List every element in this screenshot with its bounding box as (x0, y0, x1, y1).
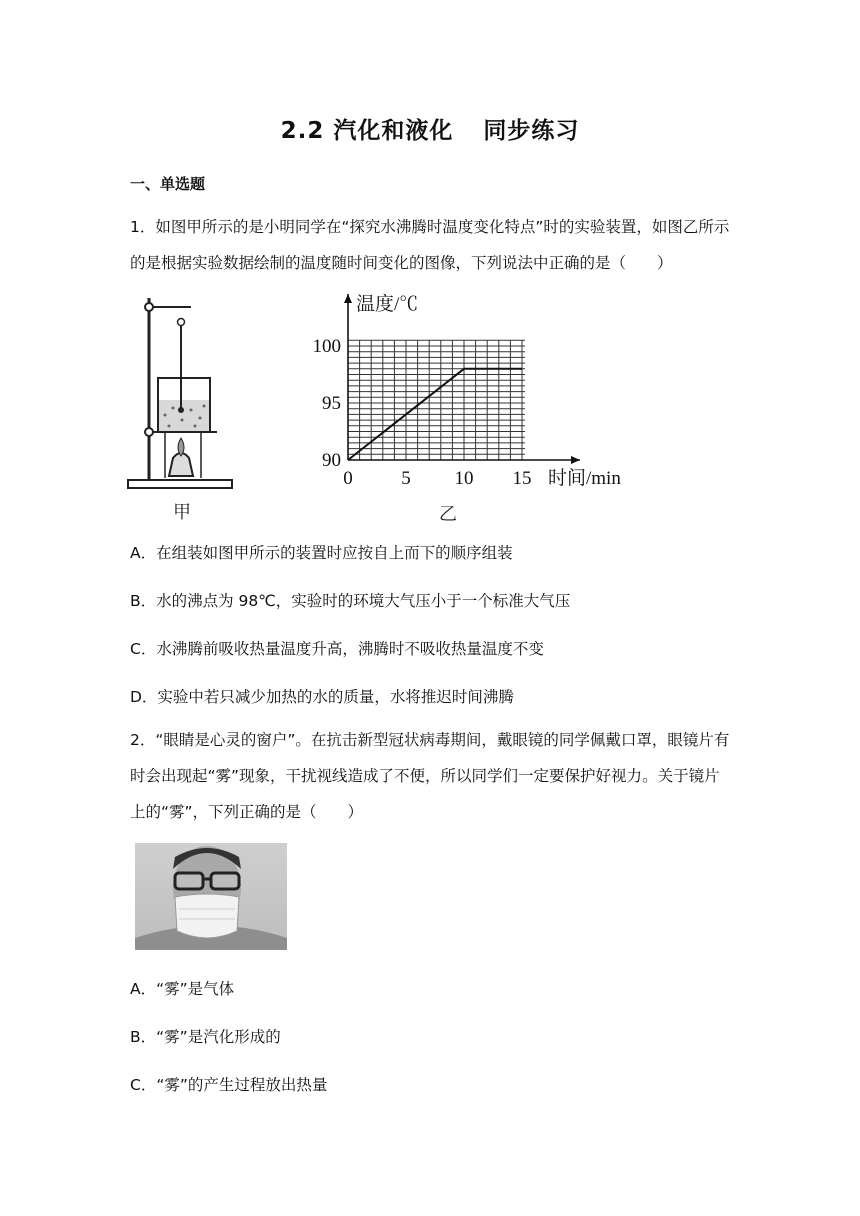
q1-option-c[interactable]: C．水沸腾前吸收热量温度升高，沸腾时不吸收热量温度不变 (130, 640, 544, 658)
figure-b-label: 乙 (439, 504, 457, 524)
q1-option-a[interactable]: A．在组装如图甲所示的装置时应按自上而下的顺序组装 (130, 544, 513, 562)
student-photo (135, 843, 287, 950)
student-photo-drawing (135, 843, 287, 950)
glasses-left-lens (175, 873, 203, 889)
stand-base (128, 480, 232, 488)
x-tick-label: 0 (343, 468, 353, 489)
glasses-right-lens (211, 873, 239, 889)
temperature-time-chart (300, 288, 645, 498)
question-1-line: 的是根据实验数据绘制的温度随时间变化的图像，下列说法中正确的是（ ） (130, 254, 673, 272)
y-tick-label: 90 (322, 450, 341, 471)
water (159, 400, 209, 431)
x-axis-label: 时间/min (548, 468, 621, 489)
question-2-line: 时会出现起“雾”现象，干扰视线造成了不便，所以同学们一定要保护好视力。关于镜片 (130, 767, 720, 785)
figure-a-label: 甲 (173, 502, 191, 522)
x-tick-label: 10 (454, 468, 474, 489)
question-2-line: 上的“雾”，下列正确的是（ ） (130, 803, 364, 821)
q2-option-c[interactable]: C．“雾”的产生过程放出热量 (130, 1076, 328, 1094)
y-axis-label: 温度/℃ (356, 294, 419, 315)
title-sub: 同步练习 (483, 118, 580, 144)
ring-knob (145, 428, 153, 436)
title-main: 2.2 汽化和液化 (280, 118, 454, 144)
question-2-line: 2．“眼睛是心灵的窗户”。在抗击新型冠状病毒期间，戴眼镜的同学佩戴口罩，眼镜片有 (130, 731, 730, 749)
x-tick-label: 15 (512, 468, 532, 489)
x-axis-arrow (571, 456, 580, 464)
question-2-text (130, 722, 820, 830)
clamp-knob (145, 303, 153, 311)
page-title (0, 112, 860, 145)
question-1-text (130, 209, 820, 281)
section-heading: 一、单选题 (130, 175, 206, 193)
y-tick-label: 100 (312, 336, 341, 357)
y-tick-label: 95 (322, 393, 341, 414)
face-mask (175, 894, 239, 938)
apparatus-figure (125, 290, 235, 520)
y-axis-arrow (344, 294, 352, 303)
q1-option-d[interactable]: D．实验中若只减少加热的水的质量，水将推迟时间沸腾 (130, 688, 514, 706)
q2-option-b[interactable]: B．“雾”是汽化形成的 (130, 1028, 281, 1046)
x-tick-label: 5 (401, 468, 411, 489)
q2-option-a[interactable]: A．“雾”是气体 (130, 980, 235, 998)
question-1-line: 1．如图甲所示的是小明同学在“探究水沸腾时温度变化特点”时的实验装置，如图乙所示 (130, 218, 730, 236)
flame (178, 438, 184, 456)
q1-option-b[interactable]: B．水的沸点为 98℃，实验时的环境大气压小于一个标准大气压 (130, 592, 571, 610)
